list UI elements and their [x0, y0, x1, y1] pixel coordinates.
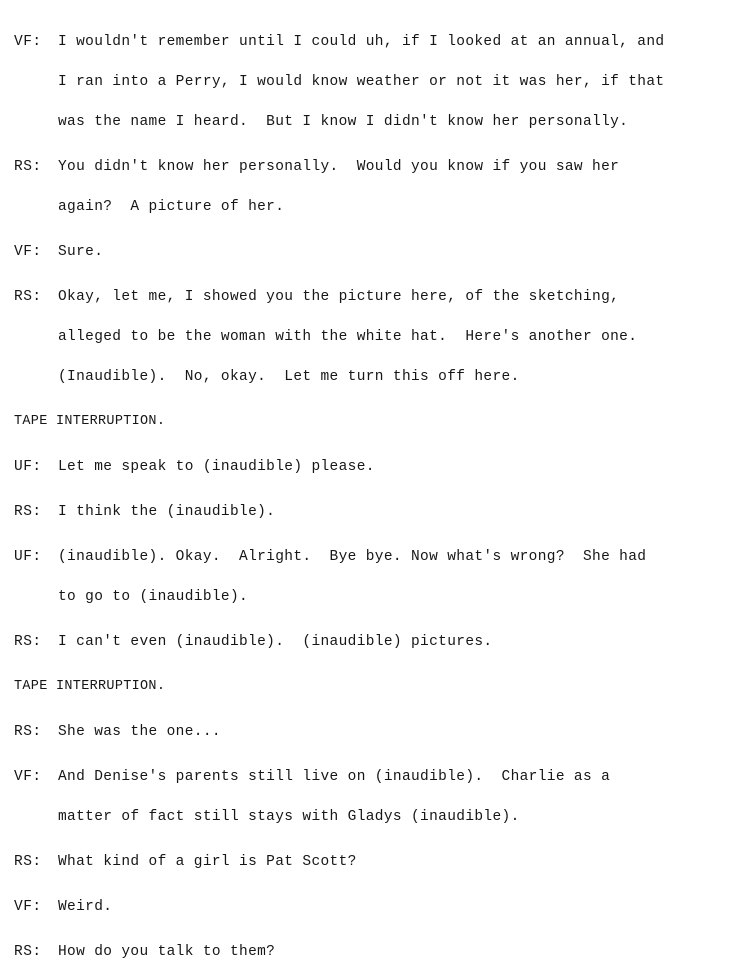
speaker-label: RS: — [14, 289, 42, 305]
transcript-line: Weird. — [58, 899, 113, 915]
speaker-label: VF: — [14, 769, 42, 785]
speaker-label: VF: — [14, 899, 42, 915]
entry-lines — [58, 712, 722, 752]
transcript-entry — [14, 537, 722, 617]
transcript-line: She was the one... — [58, 724, 221, 740]
transcript-entry — [14, 147, 722, 227]
transcript-line: You didn't know her personally. Would you know if you saw her — [58, 159, 620, 175]
transcript-note — [14, 402, 722, 442]
transcript-line: TAPE INTERRUPTION. — [14, 679, 166, 694]
transcript-entry — [14, 842, 722, 882]
transcript-line: (inaudible). Okay. Alright. Bye bye. Now what's wrong? She had — [58, 549, 647, 565]
entry-lines — [58, 277, 722, 397]
transcript-line: alleged to be the woman with the white hat. Here's another one. — [58, 329, 638, 345]
transcript-line: matter of fact still stays with Gladys (inaudible). — [58, 809, 520, 825]
transcript-line: was the name I heard. But I know I didn't know her personally. — [58, 114, 629, 130]
transcript-entry — [14, 622, 722, 662]
transcript-entry — [14, 492, 722, 532]
transcript-line: I wouldn't remember until I could uh, if I looked at an annual, and — [58, 34, 665, 50]
speaker-label: RS: — [14, 159, 42, 175]
speaker-label: RS: — [14, 854, 42, 870]
entry-lines — [58, 147, 722, 227]
transcript-line: How do you talk to them? — [58, 944, 276, 960]
speaker-label: RS: — [14, 634, 42, 650]
entry-lines — [58, 232, 722, 272]
entry-lines — [14, 667, 722, 707]
transcript-line: What kind of a girl is Pat Scott? — [58, 854, 357, 870]
entry-lines — [58, 22, 722, 142]
speaker-label: RS: — [14, 724, 42, 740]
transcript-entry — [14, 887, 722, 927]
entry-lines — [58, 537, 722, 617]
transcript-line: Sure. — [58, 244, 104, 260]
transcript-line: I ran into a Perry, I would know weather or not it was her, if that — [58, 74, 665, 90]
transcript-line: to go to (inaudible). — [58, 589, 249, 605]
entry-lines — [58, 842, 722, 882]
transcript-entry — [14, 232, 722, 272]
speaker-label: UF: — [14, 549, 42, 565]
entry-lines — [58, 887, 722, 927]
transcript-line: again? A picture of her. — [58, 199, 285, 215]
transcript-entry — [14, 22, 722, 142]
transcript-line: Let me speak to (inaudible) please. — [58, 459, 375, 475]
transcript-entry — [14, 757, 722, 837]
entry-lines — [58, 932, 722, 972]
speaker-label: VF: — [14, 244, 42, 260]
transcript-entry — [14, 932, 722, 972]
speaker-label: VF: — [14, 34, 42, 50]
entry-lines — [14, 402, 722, 442]
entry-lines — [58, 622, 722, 662]
transcript-line: TAPE INTERRUPTION. — [14, 414, 166, 429]
speaker-label: RS: — [14, 944, 42, 960]
speaker-label: RS: — [14, 504, 42, 520]
speaker-label: UF: — [14, 459, 42, 475]
entry-lines — [58, 757, 722, 837]
transcript-line: I can't even (inaudible). (inaudible) pictures. — [58, 634, 493, 650]
transcript-note — [14, 667, 722, 707]
transcript-entry — [14, 277, 722, 397]
transcript-entry — [14, 712, 722, 752]
entry-lines — [58, 492, 722, 532]
transcript-body — [14, 22, 722, 972]
entry-lines — [58, 447, 722, 487]
transcript-line: Okay, let me, I showed you the picture here, of the sketching, — [58, 289, 620, 305]
transcript-line: And Denise's parents still live on (inaudible). Charlie as a — [58, 769, 611, 785]
transcript-line: (Inaudible). No, okay. Let me turn this off here. — [58, 369, 520, 385]
transcript-entry — [14, 447, 722, 487]
transcript-line: I think the (inaudible). — [58, 504, 276, 520]
